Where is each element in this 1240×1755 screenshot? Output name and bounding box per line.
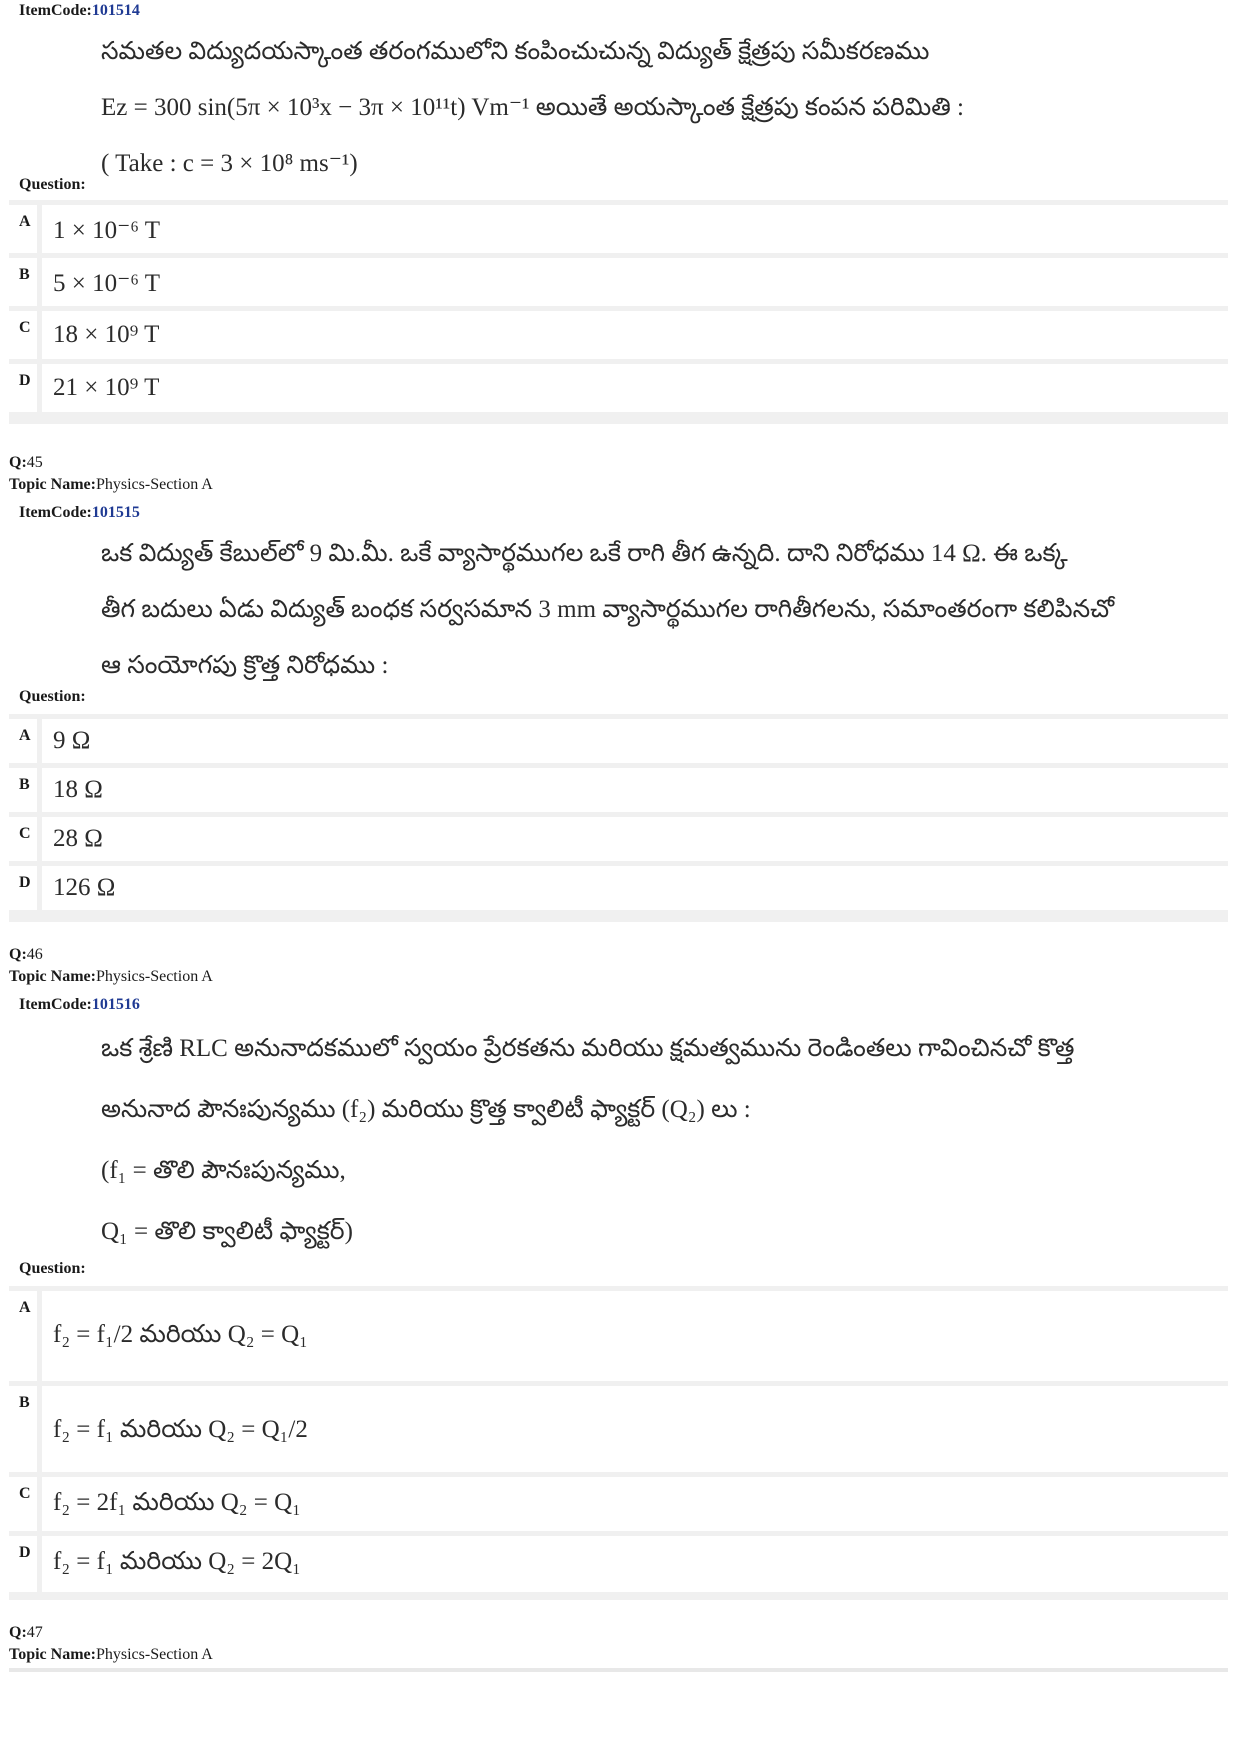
option-text: f₂ = f₁/2 మరియు Q₂ = Q₁ <box>53 1321 308 1348</box>
option-text: 28 Ω <box>53 825 103 852</box>
option-b[interactable] <box>9 258 1228 306</box>
option-letter: A <box>19 1299 31 1316</box>
option-d[interactable] <box>9 866 1228 910</box>
question-block-44 <box>9 0 1228 424</box>
question-number: 47 <box>26 1624 43 1641</box>
question-block-46 <box>9 994 1228 1600</box>
option-b[interactable] <box>9 768 1228 812</box>
option-c[interactable] <box>9 311 1228 359</box>
option-text: 21 × 10⁹ T <box>53 374 160 401</box>
option-letter: B <box>19 1394 30 1411</box>
item-code <box>19 2 140 20</box>
option-text: f₂ = f₁ మరియు Q₂ = 2Q₁ <box>53 1548 301 1575</box>
question-line: Ez = 300 sin(5π × 10³x − 3π × 10¹¹t) Vm⁻¹ అయితే అయస్కాంత క్షేత్రపు కంపన పరిమితి : <box>101 94 965 121</box>
topic-label: Topic Name: <box>9 968 96 985</box>
question-number: 45 <box>26 454 43 471</box>
q-label: Q: <box>9 454 27 471</box>
question-line: ఆ సంయోగపు క్రొత్త నిరోధము : <box>101 652 389 679</box>
q-label: Q: <box>9 946 27 963</box>
item-code-label: ItemCode: <box>19 996 92 1013</box>
item-code-value: 101515 <box>91 504 140 521</box>
question-number: 46 <box>26 946 43 963</box>
question-meta-46 <box>9 944 213 988</box>
option-text: 126 Ω <box>53 874 116 901</box>
topic-label: Topic Name: <box>9 1646 96 1663</box>
item-code-value: 101514 <box>91 2 140 19</box>
option-d[interactable] <box>9 1536 1228 1592</box>
option-letter: C <box>19 1485 31 1502</box>
topic-name: Physics-Section A <box>95 968 213 985</box>
question-text <box>101 526 1216 694</box>
option-text: 5 × 10⁻⁶ T <box>53 270 161 297</box>
q-label: Q: <box>9 1624 27 1641</box>
option-text: f₂ = 2f₁ మరియు Q₂ = Q₁ <box>53 1489 301 1516</box>
question-line: సమతల విద్యుదయస్కాంత తరంగములోని కంపించుచున్న విద్యుత్ క్షేత్రపు సమీకరణము <box>101 38 930 65</box>
question-text <box>101 1018 1216 1262</box>
option-text: 9 Ω <box>53 727 91 754</box>
question-header <box>9 0 1228 200</box>
topic-name: Physics-Section A <box>95 1646 213 1663</box>
topic-name: Physics-Section A <box>95 476 213 493</box>
option-letter: D <box>19 874 31 891</box>
question-meta-45 <box>9 452 213 496</box>
option-c[interactable] <box>9 817 1228 861</box>
question-label: Question: <box>19 1260 86 1277</box>
option-text: f₂ = f₁ మరియు Q₂ = Q₁/2 <box>53 1416 308 1443</box>
question-line: తీగ బదులు ఏడు విద్యుత్ బంధక సర్వసమాన 3 mm వ్యాసార్థముగల రాగితీగలను, సమాంతరంగా కలిపినచో <box>101 596 1115 623</box>
option-a[interactable] <box>9 205 1228 253</box>
item-code <box>19 504 140 522</box>
option-letter: B <box>19 776 30 793</box>
option-d[interactable] <box>9 364 1228 412</box>
divider <box>9 1668 1228 1672</box>
option-text: 18 × 10⁹ T <box>53 321 160 348</box>
option-a[interactable] <box>9 719 1228 763</box>
question-header <box>9 994 1228 1286</box>
option-letter: A <box>19 213 31 230</box>
item-code <box>19 996 140 1014</box>
item-code-label: ItemCode: <box>19 504 92 521</box>
topic-label: Topic Name: <box>9 476 96 493</box>
option-letter: B <box>19 266 30 283</box>
option-c[interactable] <box>9 1477 1228 1531</box>
question-line: అనునాద పౌనఃపున్యము (f₂) మరియు క్రొత్త క్వాలిటీ ఫ్యాక్టర్ (Q₂) లు : <box>101 1096 751 1123</box>
question-line: Q₁ = తొలి క్వాలిటీ ఫ్యాక్టర్) <box>101 1218 353 1245</box>
question-line: ఒక శ్రేణి RLC అనునాదకములో స్వయం ప్రేరకతను మరియు క్షమత్వమును రెండింతలు గావించినచో కొత్త <box>101 1035 1075 1062</box>
item-code-label: ItemCode: <box>19 2 92 19</box>
question-meta-47 <box>9 1622 213 1666</box>
option-letter: C <box>19 319 31 336</box>
option-b[interactable] <box>9 1386 1228 1472</box>
question-line: ( Take : c = 3 × 10⁸ ms⁻¹) <box>101 150 358 177</box>
option-letter: D <box>19 1544 31 1561</box>
item-code-value: 101516 <box>91 996 140 1013</box>
question-line: ఒక విద్యుత్ కేబుల్‌లో 9 మి.మీ. ఒకే వ్యాసార్థముగల ఒకే రాగి తీగ ఉన్నది. దాని నిరోధము 14 Ω. ఈ ఒక్క <box>101 540 1068 567</box>
option-letter: C <box>19 825 31 842</box>
option-letter: D <box>19 372 31 389</box>
option-a[interactable] <box>9 1291 1228 1381</box>
question-block-45 <box>9 502 1228 922</box>
question-header <box>9 502 1228 714</box>
question-text <box>101 24 1216 192</box>
question-label: Question: <box>19 176 86 193</box>
option-letter: A <box>19 727 31 744</box>
option-text: 18 Ω <box>53 776 103 803</box>
question-line: (f₁ = తొలి పౌనఃపున్యము, <box>101 1157 346 1184</box>
question-label: Question: <box>19 688 86 705</box>
option-text: 1 × 10⁻⁶ T <box>53 217 161 244</box>
